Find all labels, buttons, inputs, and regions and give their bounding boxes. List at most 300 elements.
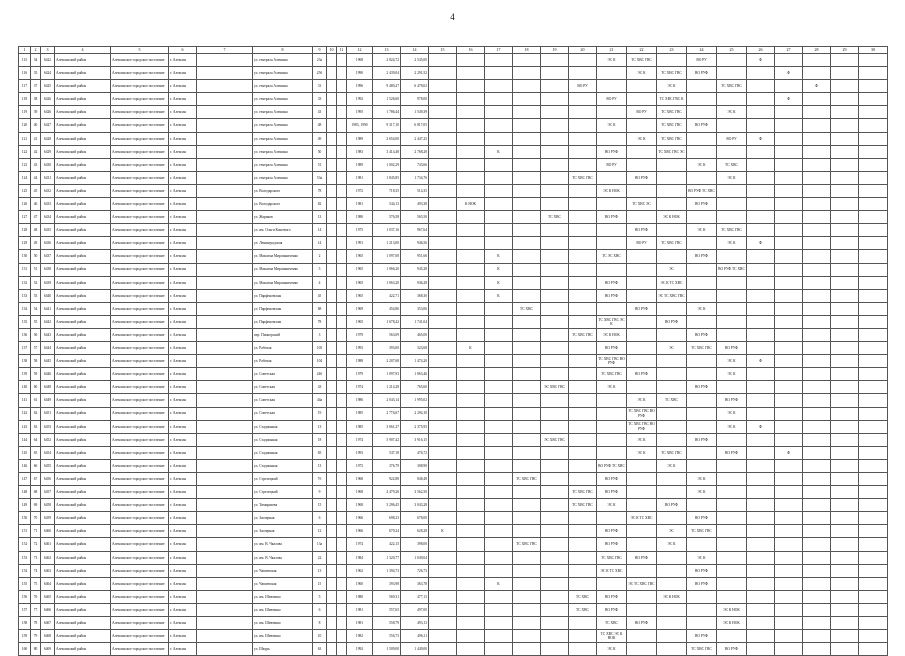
cell-col-27 [775,289,803,302]
cell-col-29 [831,198,859,211]
column-number-28: 28 [803,47,831,54]
cell-col-14: 497,00 [401,603,429,616]
cell-col-30 [859,473,888,486]
cell-col-1: 122 [19,145,31,158]
cell-col-29 [831,590,859,603]
cell-col-8: ул. Чапаевская [253,564,313,577]
cell-col-12: 1974 [347,433,373,446]
cell-col-1: 133 [19,289,31,302]
cell-col-14: 368,30 [401,289,429,302]
cell-col-29 [831,67,859,80]
column-number-1: 1 [19,47,31,54]
cell-col-1: 154 [19,564,31,577]
cell-col-22: ВО РУФ [627,171,657,184]
cell-col-15 [429,446,457,459]
cell-col-27 [775,132,803,145]
cell-col-18 [513,132,541,145]
cell-col-25: ЭС К [717,355,747,368]
cell-col-21 [597,67,627,80]
cell-col-23 [657,381,687,394]
cell-col-25 [717,328,747,341]
column-number-19: 19 [541,47,569,54]
cell-col-24 [687,590,717,603]
cell-col-15 [429,590,457,603]
cell-col-28 [803,315,831,328]
cell-col-21: ЭС К [597,643,627,656]
cell-col-12: 1981 [347,603,373,616]
cell-col-20 [569,433,597,446]
cell-col-18: ТС ХВС ГВС [513,538,541,551]
column-number-30: 30 [859,47,888,54]
cell-col-30 [859,315,888,328]
cell-col-18 [513,512,541,525]
cell-col-17 [485,80,513,93]
cell-col-16 [457,276,485,289]
cell-col-5: Алексинское городское поселение [111,617,169,630]
cell-col-22: ВО РУФ [627,368,657,381]
cell-col-4: Алексинский район [55,54,111,67]
cell-col-6: г. Алексин [169,590,197,603]
cell-col-21 [597,302,627,315]
cell-col-22 [627,538,657,551]
cell-col-22 [627,630,657,643]
cell-col-4: Алексинский район [55,512,111,525]
cell-col-26 [747,106,775,119]
cell-col-7 [197,394,253,407]
cell-col-4: Алексинский район [55,551,111,564]
cell-col-14: 1 995,02 [401,394,429,407]
cell-col-25: ЭС К [717,407,747,420]
cell-col-23: ЭС К ТС ХВС [657,276,687,289]
cell-col-4: Алексинский район [55,119,111,132]
cell-col-25: ВО РУФ [717,643,747,656]
cell-col-19 [541,420,569,433]
cell-col-2: 78 [31,617,41,630]
cell-col-26 [747,328,775,341]
cell-col-17 [485,342,513,355]
cell-col-30 [859,328,888,341]
cell-col-23: ЭС ТС ХВС ГВС [657,289,687,302]
cell-col-1: 134 [19,302,31,315]
cell-col-13: 2 207,68 [373,355,401,368]
cell-col-6: г. Алексин [169,80,197,93]
column-number-13: 13 [373,47,401,54]
cell-col-20 [569,158,597,171]
cell-col-17 [485,67,513,80]
cell-col-29 [831,263,859,276]
cell-col-22 [627,342,657,355]
cell-col-8: ул. им. Шевченко [253,590,313,603]
cell-col-8: ул. им. Шевченко [253,603,313,616]
cell-col-26 [747,315,775,328]
cell-col-30 [859,643,888,656]
cell-col-12: 1975 [347,224,373,237]
cell-col-30 [859,512,888,525]
cell-col-24 [687,106,717,119]
cell-col-6: г. Алексин [169,263,197,276]
cell-col-30 [859,486,888,499]
cell-col-23 [657,54,687,67]
cell-col-13: 698,23 [373,512,401,525]
cell-col-24: ВО РУ [687,54,717,67]
cell-col-28 [803,446,831,459]
table-row [19,446,888,459]
cell-col-6: г. Алексин [169,407,197,420]
cell-col-16 [457,211,485,224]
table-row [19,276,888,289]
cell-col-18 [513,145,541,158]
cell-col-28 [803,67,831,80]
cell-col-4: Алексинский район [55,184,111,197]
cell-col-25: ВО РУФ [717,394,747,407]
cell-col-10 [327,564,337,577]
cell-col-20 [569,355,597,368]
cell-col-12: 1989 [347,132,373,145]
cell-col-27 [775,315,803,328]
cell-col-9: 19 [313,407,327,420]
register-table-container [18,46,886,656]
cell-col-26 [747,407,775,420]
cell-col-24 [687,145,717,158]
cell-col-23: ТС ХВС ГВС К [657,93,687,106]
cell-col-7 [197,211,253,224]
cell-col-3: 6436 [41,237,55,250]
cell-col-13: 2 774,67 [373,407,401,420]
cell-col-27 [775,106,803,119]
cell-col-16 [457,473,485,486]
cell-col-14: 946,56 [401,237,429,250]
cell-col-26 [747,577,775,590]
table-row [19,459,888,472]
cell-col-3: 6431 [41,171,55,184]
cell-col-27 [775,211,803,224]
cell-col-29 [831,603,859,616]
cell-col-29 [831,289,859,302]
cell-col-30 [859,590,888,603]
cell-col-29 [831,381,859,394]
cell-col-6: г. Алексин [169,289,197,302]
cell-col-25: ЭС К [717,420,747,433]
cell-col-19 [541,551,569,564]
table-row [19,158,888,171]
cell-col-17 [485,459,513,472]
cell-col-21: ТС ЭС ХВС [597,250,627,263]
table-row [19,145,888,158]
cell-col-18 [513,551,541,564]
cell-col-15 [429,119,457,132]
table-row [19,211,888,224]
cell-col-8: ул. Стадионная [253,420,313,433]
cell-col-25 [717,538,747,551]
cell-col-2: 73 [31,551,41,564]
cell-col-8: ул. генерала Алешина [253,158,313,171]
cell-col-27 [775,512,803,525]
cell-col-21 [597,433,627,446]
cell-col-1: 160 [19,643,31,656]
cell-col-19 [541,368,569,381]
cell-col-26 [747,446,775,459]
cell-col-1: 115 [19,54,31,67]
column-number-4: 4 [55,47,111,54]
cell-col-26 [747,512,775,525]
cell-col-6: г. Алексин [169,486,197,499]
cell-col-4: Алексинский район [55,315,111,328]
column-number-7: 7 [197,47,253,54]
cell-col-7 [197,315,253,328]
cell-col-10 [327,551,337,564]
cell-col-7 [197,158,253,171]
cell-col-8: ул. генерала Алешина [253,171,313,184]
cell-col-29 [831,420,859,433]
cell-col-9: 104 [313,355,327,368]
cell-col-10 [327,106,337,119]
cell-col-10 [327,145,337,158]
cell-col-25 [717,276,747,289]
cell-col-18 [513,446,541,459]
cell-col-6: г. Алексин [169,355,197,368]
cell-col-2: 44 [31,171,41,184]
cell-col-20 [569,54,597,67]
cell-col-25: ЭС К НОК [717,617,747,630]
cell-col-24: ТС ХВС ГВС [687,342,717,355]
cell-col-3: 6452 [41,433,55,446]
cell-col-16 [457,643,485,656]
cell-col-11 [337,289,347,302]
cell-col-22 [627,603,657,616]
cell-col-10 [327,171,337,184]
cell-col-7 [197,276,253,289]
cell-col-19 [541,473,569,486]
cell-col-1: 137 [19,342,31,355]
cell-col-6: г. Алексин [169,315,197,328]
cell-col-5: Алексинское городское поселение [111,381,169,394]
cell-col-23: ЭС К [657,80,687,93]
cell-col-1: 150 [19,512,31,525]
cell-col-29 [831,211,859,224]
cell-col-12: 1979 [347,328,373,341]
cell-col-9: 13 [313,564,327,577]
cell-col-12: 1965 [347,276,373,289]
cell-col-22 [627,250,657,263]
cell-col-17: К [485,145,513,158]
cell-col-25 [717,145,747,158]
cell-col-14: 946,28 [401,276,429,289]
cell-col-3: 6459 [41,512,55,525]
cell-col-5: Алексинское городское поселение [111,368,169,381]
cell-col-7 [197,342,253,355]
cell-col-6: г. Алексин [169,67,197,80]
cell-col-3: 6440 [41,289,55,302]
cell-col-22 [627,486,657,499]
cell-col-25: ЭС К [717,368,747,381]
cell-col-24 [687,315,717,328]
cell-col-3: 6441 [41,302,55,315]
column-number-29: 29 [831,47,859,54]
cell-col-3: 6454 [41,446,55,459]
cell-col-20 [569,459,597,472]
cell-col-21 [597,224,627,237]
cell-col-29 [831,119,859,132]
cell-col-7 [197,368,253,381]
cell-col-16 [457,446,485,459]
cell-col-15 [429,54,457,67]
cell-col-11 [337,93,347,106]
cell-col-11 [337,486,347,499]
cell-col-1: 136 [19,328,31,341]
cell-col-7 [197,355,253,368]
cell-col-30 [859,302,888,315]
cell-col-18 [513,407,541,420]
cell-col-8: ул. генерала Алешина [253,119,313,132]
cell-col-12: 1980 [347,590,373,603]
cell-col-7 [197,184,253,197]
cell-col-6: г. Алексин [169,525,197,538]
cell-col-6: г. Алексин [169,643,197,656]
cell-col-3: 6430 [41,158,55,171]
cell-col-7 [197,617,253,630]
cell-col-1: 156 [19,590,31,603]
cell-col-24 [687,368,717,381]
cell-col-5: Алексинское городское поселение [111,473,169,486]
cell-col-1: 129 [19,237,31,250]
cell-col-4: Алексинский район [55,603,111,616]
cell-col-9: 15 [313,577,327,590]
cell-col-17 [485,198,513,211]
cell-col-17 [485,171,513,184]
cell-col-21: ВО РУФ [597,145,627,158]
cell-col-29 [831,577,859,590]
cell-col-2: 42 [31,145,41,158]
cell-col-6: г. Алексин [169,499,197,512]
cell-col-10 [327,237,337,250]
table-row [19,67,888,80]
cell-col-18 [513,459,541,472]
cell-col-11 [337,237,347,250]
cell-col-22: ВО РУФ [627,617,657,630]
cell-col-14: 3 562,50 [401,486,429,499]
cell-col-1: 127 [19,211,31,224]
cell-col-24 [687,132,717,145]
cell-col-29 [831,446,859,459]
cell-col-15 [429,603,457,616]
cell-col-14: 2 375,95 [401,420,429,433]
cell-col-4: Алексинский район [55,499,111,512]
cell-col-21 [597,577,627,590]
cell-col-3: 6462 [41,551,55,564]
cell-col-1: 118 [19,93,31,106]
cell-col-3: 6434 [41,211,55,224]
cell-col-26 [747,93,775,106]
cell-col-2: 71 [31,525,41,538]
cell-col-18 [513,211,541,224]
cell-col-3: 6432 [41,184,55,197]
cell-col-15 [429,158,457,171]
cell-col-29 [831,459,859,472]
cell-col-25 [717,473,747,486]
cell-col-15 [429,577,457,590]
cell-col-21: ВО РУФ [597,538,627,551]
cell-col-13: 393,98 [373,577,401,590]
table-row [19,590,888,603]
cell-col-29 [831,328,859,341]
cell-col-8: ул. генерала Алешина [253,93,313,106]
cell-col-8: ул. Стрелецкий [253,486,313,499]
cell-col-20 [569,342,597,355]
cell-col-14: 1 741,04 [401,315,429,328]
cell-col-26: Ф [747,237,775,250]
cell-col-8: ул. Максима Мирошниченко [253,250,313,263]
cell-col-10 [327,342,337,355]
cell-col-29 [831,433,859,446]
register-table [18,46,888,656]
cell-col-15 [429,381,457,394]
cell-col-16 [457,433,485,446]
cell-col-10 [327,315,337,328]
cell-col-28 [803,93,831,106]
cell-col-13: 1 002,29 [373,158,401,171]
cell-col-13: 2 654,00 [373,132,401,145]
cell-col-26 [747,473,775,486]
cell-col-30 [859,224,888,237]
cell-col-16 [457,328,485,341]
cell-col-2: 59 [31,368,41,381]
cell-col-16 [457,499,485,512]
cell-col-17 [485,106,513,119]
cell-col-30 [859,420,888,433]
cell-col-1: 151 [19,525,31,538]
cell-col-13: 376,79 [373,459,401,472]
cell-col-24: ВО РУФ [687,250,717,263]
cell-col-5: Алексинское городское поселение [111,237,169,250]
cell-col-8: ул. Ленинградская [253,237,313,250]
cell-col-5: Алексинское городское поселение [111,590,169,603]
table-row [19,630,888,643]
cell-col-26 [747,630,775,643]
cell-col-23 [657,407,687,420]
cell-col-3: 6453 [41,420,55,433]
cell-col-16 [457,171,485,184]
table-row [19,551,888,564]
cell-col-24 [687,355,717,368]
cell-col-9: 44а [313,394,327,407]
cell-col-30 [859,381,888,394]
cell-col-9: 53а [313,171,327,184]
cell-col-1: 121 [19,132,31,145]
cell-col-7 [197,328,253,341]
cell-col-17 [485,473,513,486]
cell-col-20 [569,564,597,577]
cell-col-29 [831,184,859,197]
cell-col-6: г. Алексин [169,132,197,145]
cell-col-29 [831,499,859,512]
cell-col-22: ЭС ТС ХВС ГВС [627,577,657,590]
cell-col-13: 557,65 [373,603,401,616]
cell-col-1: 152 [19,538,31,551]
cell-col-9: 68 [313,302,327,315]
cell-col-5: Алексинское городское поселение [111,184,169,197]
cell-col-20 [569,473,597,486]
cell-col-18 [513,198,541,211]
cell-col-17 [485,54,513,67]
cell-col-25: ВО РУФ [717,342,747,355]
cell-col-3: 6464 [41,577,55,590]
cell-col-17 [485,525,513,538]
cell-col-30 [859,132,888,145]
cell-col-6: г. Алексин [169,630,197,643]
cell-col-26 [747,171,775,184]
cell-col-25 [717,590,747,603]
table-row [19,420,888,433]
